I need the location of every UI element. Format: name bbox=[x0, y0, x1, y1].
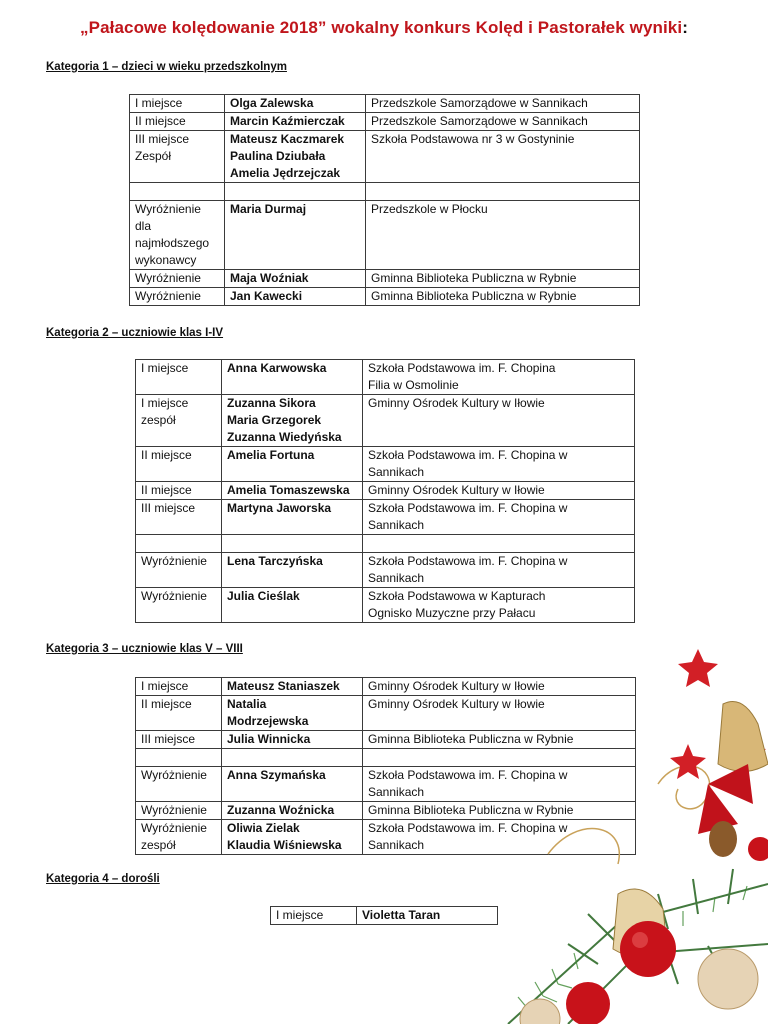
table-row bbox=[130, 270, 640, 288]
institution-cell: Przedszkole w Płocku bbox=[366, 201, 640, 270]
table-row bbox=[130, 113, 640, 131]
place-cell: Wyróżnienie bbox=[136, 588, 222, 623]
name-cell: Mateusz Staniaszek bbox=[222, 678, 363, 696]
institution-cell: Gminna Biblioteka Publiczna w Rybnie bbox=[363, 731, 636, 749]
institution-cell: Szkoła Podstawowa im. F. Chopina w Sannikach bbox=[363, 820, 636, 855]
place-cell: II miejsce bbox=[130, 113, 225, 131]
page-title bbox=[0, 18, 768, 38]
place-cell bbox=[136, 535, 222, 553]
place-cell: II miejsce bbox=[136, 696, 222, 731]
table-row bbox=[136, 696, 636, 731]
table-row bbox=[136, 820, 636, 855]
table-row bbox=[136, 360, 635, 395]
place-cell: Wyróżnienie bbox=[136, 767, 222, 802]
place-cell: I miejsce bbox=[136, 360, 222, 395]
place-cell: Wyróżnienie zespół bbox=[136, 820, 222, 855]
institution-cell: Gminny Ośrodek Kultury w Iłowie bbox=[363, 395, 635, 447]
table-row bbox=[136, 395, 635, 447]
institution-cell: Gminna Biblioteka Publiczna w Rybnie bbox=[366, 270, 640, 288]
name-cell: Zuzanna Sikora Maria Grzegorek Zuzanna Wiedyńska bbox=[222, 395, 363, 447]
table-row bbox=[136, 678, 636, 696]
place-cell: Wyróżnienie bbox=[136, 802, 222, 820]
place-cell: Wyróżnienie dla najmłodszego wykonawcy bbox=[130, 201, 225, 270]
institution-cell bbox=[366, 183, 640, 201]
table-row bbox=[136, 731, 636, 749]
institution-cell: Szkoła Podstawowa im. F. Chopina Filia w Osmolinie bbox=[363, 360, 635, 395]
name-cell: Anna Szymańska bbox=[222, 767, 363, 802]
table-row bbox=[130, 183, 640, 201]
category-2-table bbox=[135, 359, 635, 623]
table-row bbox=[130, 131, 640, 183]
institution-cell: Gminny Ośrodek Kultury w Iłowie bbox=[363, 482, 635, 500]
table-row bbox=[136, 535, 635, 553]
place-cell: II miejsce bbox=[136, 482, 222, 500]
table-row bbox=[130, 95, 640, 113]
name-cell: Natalia Modrzejewska bbox=[222, 696, 363, 731]
table-row bbox=[136, 749, 636, 767]
institution-cell: Przedszkole Samorządowe w Sannikach bbox=[366, 113, 640, 131]
category-1-table bbox=[129, 94, 640, 306]
table-row bbox=[136, 802, 636, 820]
place-cell: I miejsce bbox=[271, 907, 357, 925]
institution-cell: Gminny Ośrodek Kultury w Iłowie bbox=[363, 696, 636, 731]
place-cell: I miejsce bbox=[136, 678, 222, 696]
category-2-heading: Kategoria 2 – uczniowie klas I-IV bbox=[46, 327, 224, 339]
institution-cell: Gminny Ośrodek Kultury w Iłowie bbox=[363, 678, 636, 696]
institution-cell: Gminna Biblioteka Publiczna w Rybnie bbox=[363, 802, 636, 820]
place-cell: I miejsce zespół bbox=[136, 395, 222, 447]
category-1-heading: Kategoria 1 – dzieci w wieku przedszkolnym bbox=[46, 61, 287, 73]
institution-cell: Szkoła Podstawowa im. F. Chopina w Sannikach bbox=[363, 553, 635, 588]
title-text: „Pałacowe kolędowanie 2018” wokalny konkurs Kolęd i Pastorałek wyniki bbox=[80, 18, 683, 37]
category-4-heading: Kategoria 4 – dorośli bbox=[46, 873, 160, 885]
table-row bbox=[136, 500, 635, 535]
title-colon: : bbox=[682, 18, 688, 37]
name-cell: Julia Winnicka bbox=[222, 731, 363, 749]
name-cell: Maja Woźniak bbox=[225, 270, 366, 288]
name-cell: Violetta Taran bbox=[357, 907, 498, 925]
institution-cell: Szkoła Podstawowa im. F. Chopina w Sannikach bbox=[363, 767, 636, 802]
institution-cell: Szkoła Podstawowa nr 3 w Gostyninie bbox=[366, 131, 640, 183]
name-cell bbox=[222, 535, 363, 553]
institution-cell: Przedszkole Samorządowe w Sannikach bbox=[366, 95, 640, 113]
place-cell bbox=[136, 749, 222, 767]
name-cell: Olga Zalewska bbox=[225, 95, 366, 113]
name-cell: Anna Karwowska bbox=[222, 360, 363, 395]
table-row bbox=[130, 288, 640, 306]
name-cell: Zuzanna Woźnicka bbox=[222, 802, 363, 820]
table-row bbox=[136, 588, 635, 623]
table-row bbox=[271, 907, 498, 925]
place-cell: III miejsce bbox=[136, 500, 222, 535]
place-cell: Wyróżnienie bbox=[130, 270, 225, 288]
name-cell bbox=[225, 183, 366, 201]
name-cell: Martyna Jaworska bbox=[222, 500, 363, 535]
institution-cell: Szkoła Podstawowa w Kapturach Ognisko Muzyczne przy Pałacu bbox=[363, 588, 635, 623]
table-row bbox=[136, 767, 636, 802]
name-cell: Amelia Fortuna bbox=[222, 447, 363, 482]
name-cell: Amelia Tomaszewska bbox=[222, 482, 363, 500]
category-3-table bbox=[135, 677, 636, 855]
place-cell bbox=[130, 183, 225, 201]
table-row bbox=[136, 447, 635, 482]
institution-cell: Szkoła Podstawowa im. F. Chopina w Sannikach bbox=[363, 447, 635, 482]
table-row bbox=[130, 201, 640, 270]
name-cell: Julia Cieślak bbox=[222, 588, 363, 623]
category-3-heading: Kategoria 3 – uczniowie klas V – VIII bbox=[46, 643, 243, 655]
place-cell: Wyróżnienie bbox=[136, 553, 222, 588]
institution-cell bbox=[363, 749, 636, 767]
name-cell: Lena Tarczyńska bbox=[222, 553, 363, 588]
institution-cell: Szkoła Podstawowa im. F. Chopina w Sannikach bbox=[363, 500, 635, 535]
name-cell: Oliwia Zielak Klaudia Wiśniewska bbox=[222, 820, 363, 855]
table-row bbox=[136, 482, 635, 500]
name-cell bbox=[222, 749, 363, 767]
name-cell: Jan Kawecki bbox=[225, 288, 366, 306]
place-cell: III miejsce bbox=[136, 731, 222, 749]
place-cell: I miejsce bbox=[130, 95, 225, 113]
table-row bbox=[136, 553, 635, 588]
name-cell: Maria Durmaj bbox=[225, 201, 366, 270]
place-cell: Wyróżnienie bbox=[130, 288, 225, 306]
name-cell: Mateusz Kaczmarek Paulina Dziubała Amelia Jędrzejczak bbox=[225, 131, 366, 183]
place-cell: III miejsce Zespół bbox=[130, 131, 225, 183]
institution-cell: Gminna Biblioteka Publiczna w Rybnie bbox=[366, 288, 640, 306]
category-4-table bbox=[270, 906, 498, 925]
institution-cell bbox=[363, 535, 635, 553]
place-cell: II miejsce bbox=[136, 447, 222, 482]
name-cell: Marcin Kaźmierczak bbox=[225, 113, 366, 131]
